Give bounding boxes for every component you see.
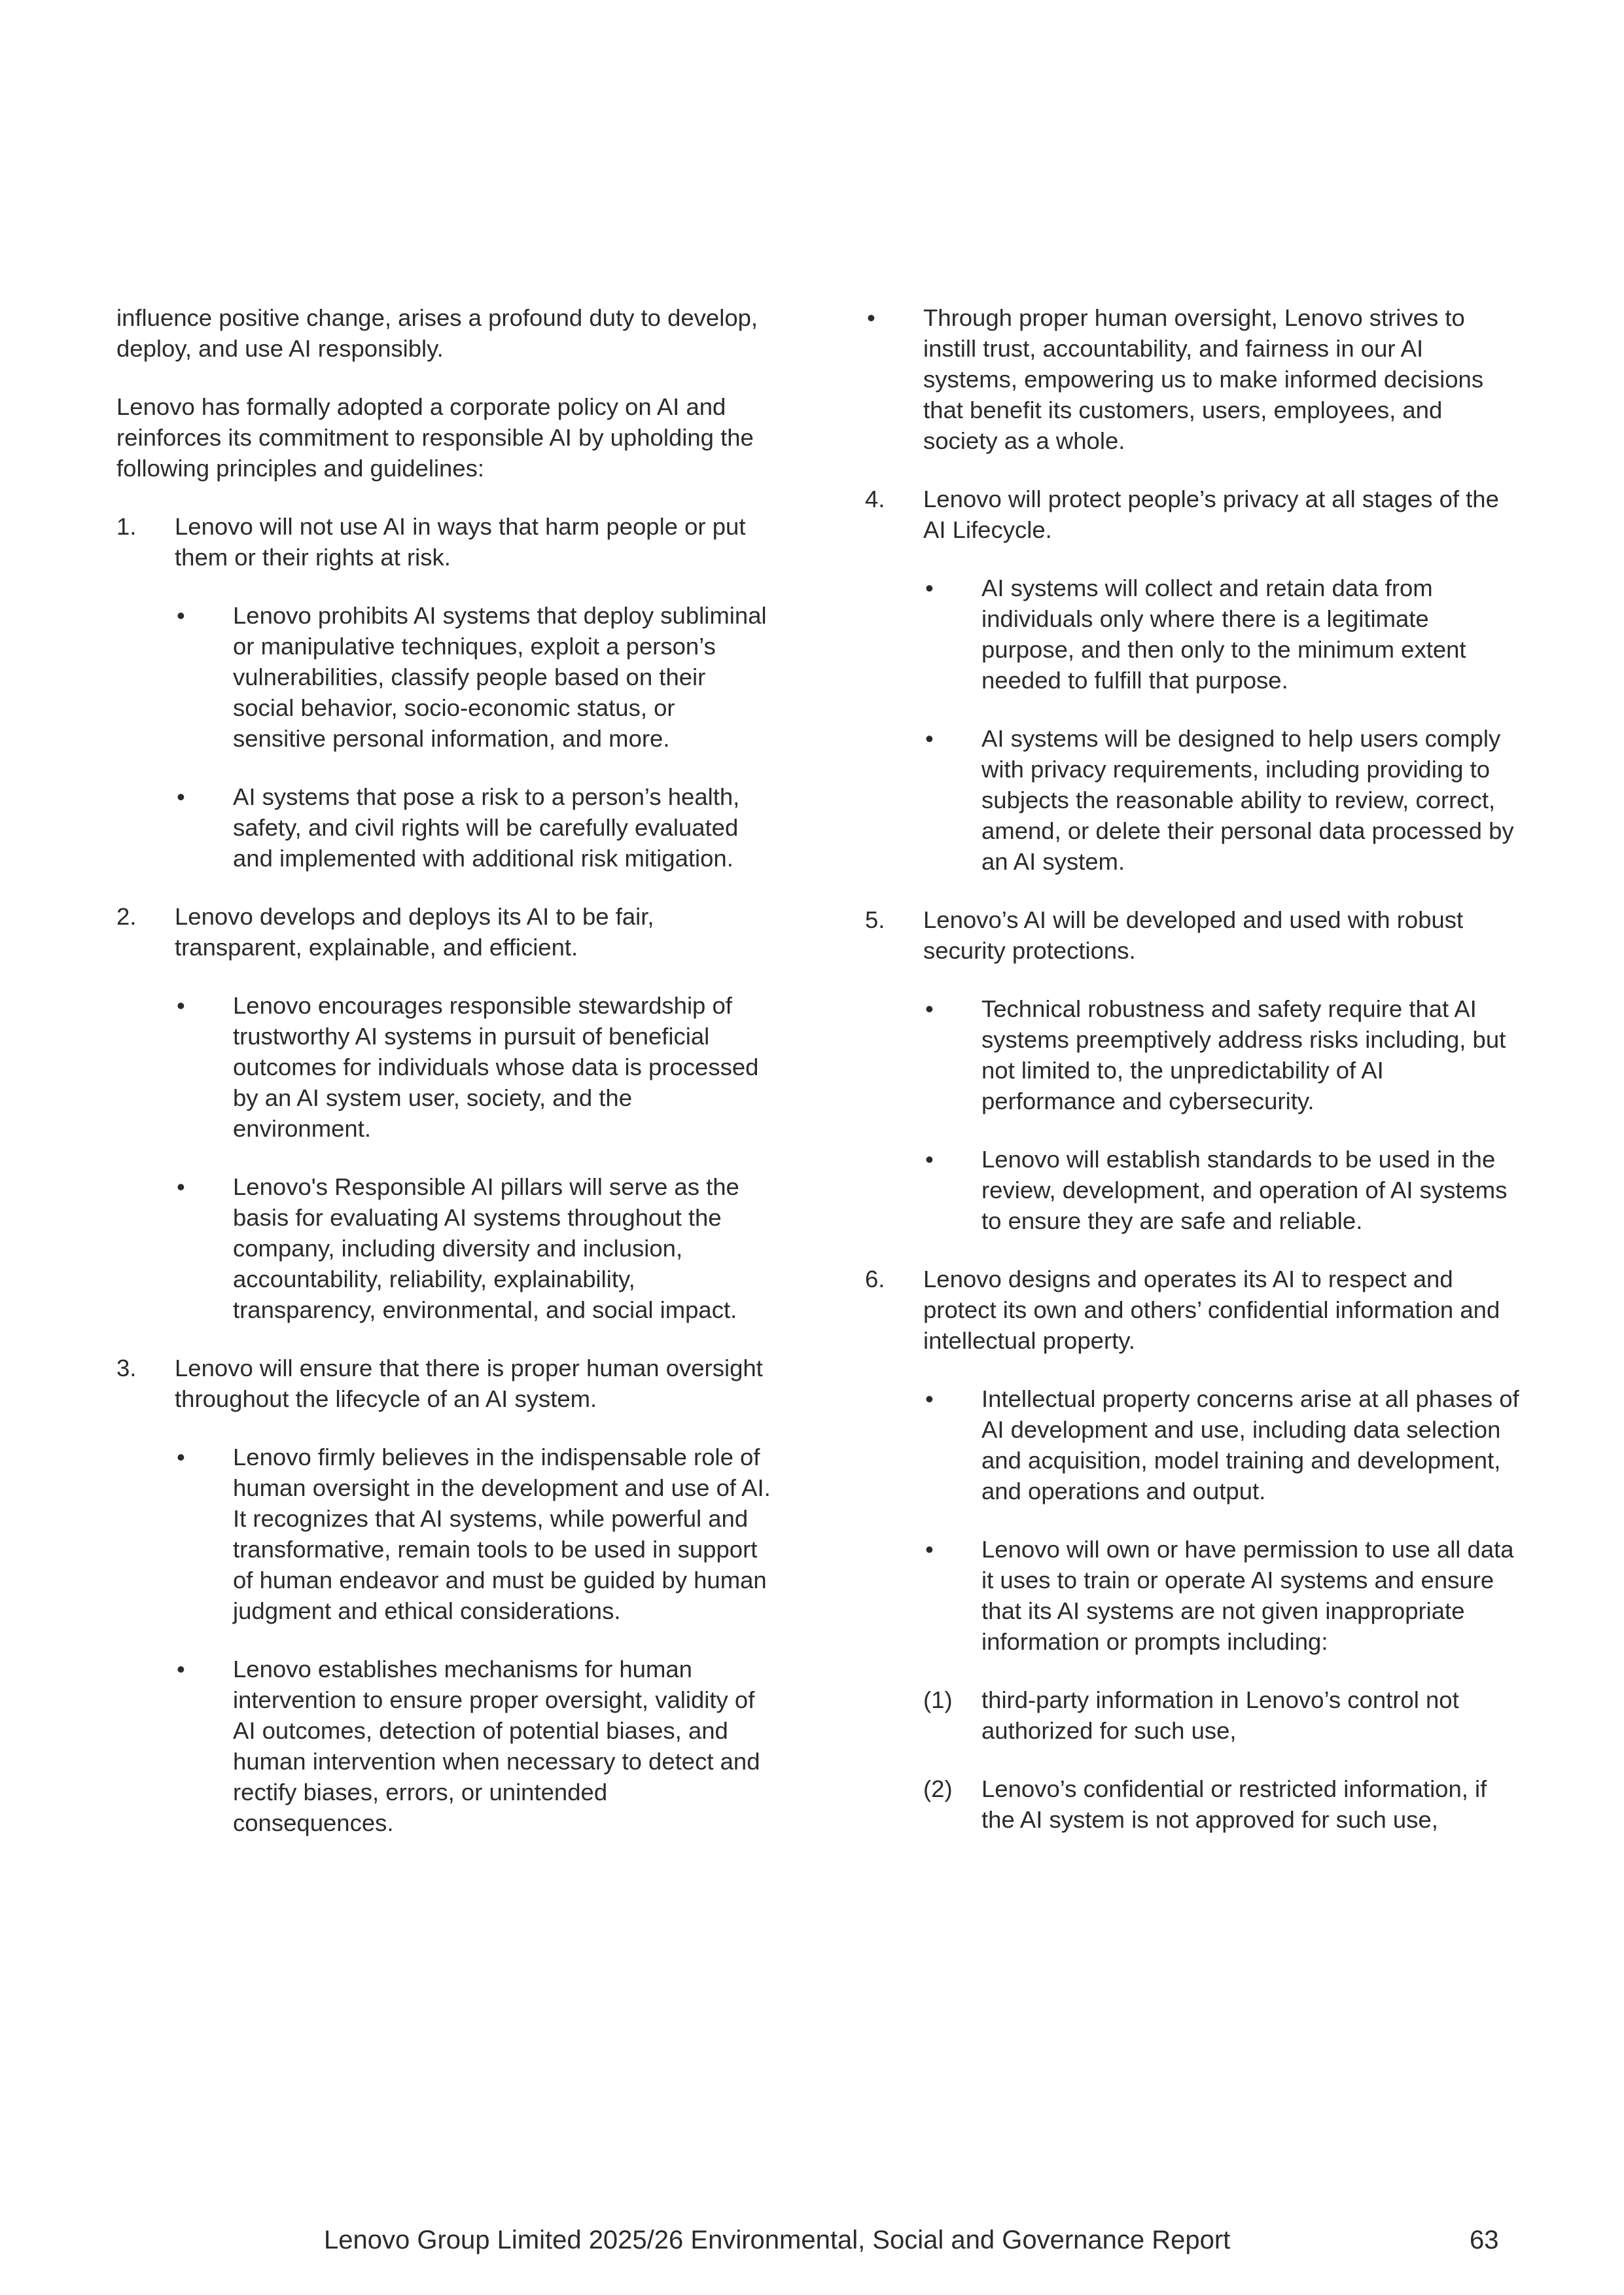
principle-text: Lenovo will ensure that there is proper human oversight throughout the lifecycle of an AI system. [175,1355,763,1412]
list-marker: 6. [865,1266,885,1292]
right-column [865,302,1519,1862]
principle-text: Lenovo will protect people’s privacy at all stages of the AI Lifecycle. [923,486,1499,543]
bullet-list [923,573,1519,877]
list-item: • AI systems will collect and retain data from individuals only where there is a legitimate purpose, and then only to the minimum extent needed to fulfill that purpose. [923,573,1519,696]
bullet-icon: • [177,1173,185,1200]
list-item: • Lenovo establishes mechanisms for human intervention to ensure proper oversight, validity of AI outcomes, detection of potential biases, and human intervention when necessary to detect and rectify biases, errors, or unintended consequences. [175,1654,771,1838]
bullet-icon: • [177,602,185,629]
principle-text: Lenovo’s AI will be developed and used with robust security protections. [923,906,1464,964]
principle-1 [116,511,771,874]
bullet-icon: • [177,992,185,1019]
left-column [116,302,771,1866]
list-item: • Technical robustness and safety require that AI systems preemptively address risks including, but not limited to, the unpredictability of AI performance and cybersecurity. [923,993,1519,1116]
list-item: • AI systems will be designed to help users comply with privacy requirements, including providing to subjects the reasonable ability to review, correct, amend, or delete their personal data processed by an AI system. [923,723,1519,877]
intro-paragraph-2: Lenovo has formally adopted a corporate policy on AI and reinforces its commitment to responsible AI by upholding the following principles and guidelines: [116,393,754,482]
principle-text: Lenovo designs and operates its AI to respect and protect its own and others’ confidential information and intellectual property. [923,1266,1500,1354]
list-item: • Intellectual property concerns arise at all phases of AI development and use, including data selection and acquisition, model training and development, and operations and output. [923,1383,1519,1506]
intro-paragraph-1: influence positive change, arises a profound duty to develop, deploy, and use AI responsibly. [116,304,758,362]
bullet-list [923,1383,1519,1657]
list-item: (2) Lenovo’s confidential or restricted information, if the AI system is not approved for such use, [923,1773,1519,1835]
bullet-icon: • [177,1656,185,1682]
list-item: • Lenovo's Responsible AI pillars will serve as the basis for evaluating AI systems throughout the company, including diversity and inclusion, accountability, reliability, explainability, transparency, environmental, and social impact. [175,1171,771,1325]
bullet-list [175,600,771,874]
sub-marker: (1) [923,1686,953,1713]
principle-6 [865,1264,1519,1835]
bullet-list [175,1442,771,1838]
list-item: • Lenovo will own or have permission to use all data it uses to train or operate AI systems and ensure that its AI systems are not given inappropriate information or prompts including: [923,1534,1519,1657]
bullet-icon: • [925,725,934,752]
list-marker: 5. [865,906,885,933]
list-marker: 4. [865,486,885,512]
bullet-list [923,993,1519,1236]
principle-text: Lenovo will not use AI in ways that harm people or put them or their rights at risk. [175,513,746,571]
list-marker: 1. [116,513,137,540]
principle-2 [116,901,771,1325]
bullet-icon: • [177,783,185,810]
bullet-icon: • [925,995,934,1022]
sub-list [923,1684,1519,1835]
bullet-icon: • [925,1385,934,1412]
bullet-icon: • [925,1536,934,1563]
bullet-list [175,990,771,1325]
principle-text: Lenovo develops and deploys its AI to be fair, transparent, explainable, and efficient. [175,903,654,961]
list-item: • Lenovo will establish standards to be used in the review, development, and operation of AI systems to ensure they are safe and reliable. [923,1144,1519,1236]
list-item: • Through proper human oversight, Lenovo strives to instill trust, accountability, and fairness in our AI systems, empowering us to make informed decisions that benefit its customers, users, employees, and society as a whole. [865,302,1519,456]
principle-5 [865,904,1519,1236]
sub-marker: (2) [923,1775,953,1802]
list-item: (1) third-party information in Lenovo’s control not authorized for such use, [923,1684,1519,1746]
list-item: • Lenovo prohibits AI systems that deploy subliminal or manipulative techniques, exploit a person’s vulnerabilities, classify people based on their social behavior, socio-economic status, or sensitive personal information, and more. [175,600,771,754]
report-title: Lenovo Group Limited 2025/26 Environmental, Social and Governance Report [324,2226,1231,2254]
list-item: • Lenovo firmly believes in the indispensable role of human oversight in the development and use of AI. It recognizes that AI systems, while powerful and transformative, remain tools to be used in support of human endeavor and must be guided by human judgment and ethical considerations. [175,1442,771,1626]
bullet-icon: • [925,575,934,601]
list-marker: 2. [116,903,137,930]
principle-4 [865,484,1519,877]
list-item: • Lenovo encourages responsible stewardship of trustworthy AI systems in pursuit of beneficial outcomes for individuals whose data is processed by an AI system user, society, and the environment. [175,990,771,1144]
bullet-icon: • [867,304,875,331]
bullet-list [865,302,1519,456]
list-marker: 3. [116,1355,137,1381]
page-number: 63 [1470,2226,1499,2254]
list-item: • AI systems that pose a risk to a person’s health, safety, and civil rights will be carefully evaluated and implemented with additional risk mitigation. [175,781,771,874]
bullet-icon: • [925,1146,934,1173]
principle-3 [116,1353,771,1838]
bullet-icon: • [177,1444,185,1470]
